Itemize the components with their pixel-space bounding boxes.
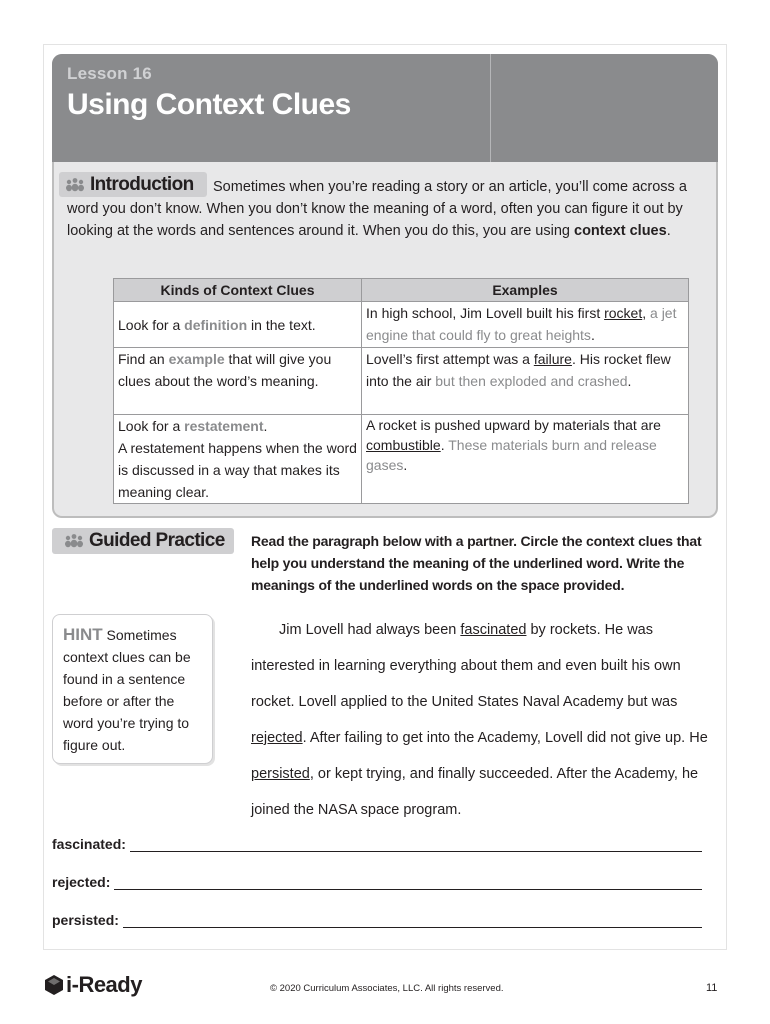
hint-label: HINT (63, 625, 103, 644)
introduction-text (67, 173, 687, 242)
kind-text: in the text. (247, 316, 316, 333)
copyright: © 2020 Curriculum Associates, LLC. All rights reserved. (270, 983, 504, 994)
kind-text: Find an (118, 351, 169, 367)
example-text: Lovell’s first attempt was a (366, 351, 534, 367)
hint-text: Sometimes context clues can be found in a sentence before or after the word you’re trying to figure out. (63, 627, 191, 753)
kind-text: A restatement happens when the word is discussed in a way that makes its meaning clear. (118, 440, 357, 500)
context-clues-table (113, 278, 689, 504)
table-header-examples: Examples (362, 279, 689, 302)
answer-label-fascinated: fascinated: (52, 836, 126, 852)
group-icon (64, 533, 84, 549)
kind-emphasis: restatement (184, 418, 264, 434)
example-text: In high school, Jim Lovell built his first (366, 305, 605, 321)
table-row (114, 302, 689, 348)
table-cell-kind (114, 415, 362, 504)
answer-persisted (52, 912, 702, 928)
table-row (114, 348, 689, 415)
brand-logo (44, 972, 142, 998)
brand-name: i-Ready (66, 972, 142, 997)
example-word: combustible (366, 437, 441, 453)
table-cell-example (362, 348, 689, 415)
example-text: . His rocket flew into the air (366, 351, 671, 389)
kind-text: Look for a (118, 418, 185, 434)
example-text: A rocket is pushed upward by materials that are (366, 417, 661, 433)
answer-rejected (52, 874, 702, 890)
table-cell-example (362, 302, 689, 348)
kind-text: . (263, 418, 268, 434)
example-text: . (590, 327, 595, 343)
example-clue: a jet engine that could fly to great heights (366, 305, 677, 343)
answer-line-fascinated[interactable] (130, 836, 702, 852)
guided-practice-instructions: Read the paragraph below with a partner. Circle the context clues that help you understand the meaning of the underlined word. Write the meanings of the underlined words on the space provided. (251, 533, 702, 593)
page-title: Using Context Clues (67, 88, 351, 121)
example-clue: These materials burn and release gases (366, 437, 657, 473)
passage-text: by rockets. He was interested in learning everything about them and even built his own rocket. Lovell applied to the United States Naval Academy but was (251, 622, 681, 710)
guided-practice-tag (52, 528, 234, 554)
table-header-kinds: Kinds of Context Clues (114, 279, 362, 302)
table-cell-kind (114, 348, 362, 415)
answer-line-rejected[interactable] (114, 874, 702, 890)
guided-practice-tag-label: Guided Practice (89, 530, 225, 551)
table-cell-example (362, 415, 689, 504)
kind-emphasis: example (168, 351, 225, 367)
example-clue: but then exploded and crashed (435, 373, 628, 389)
answer-label-persisted: persisted: (52, 912, 119, 928)
hint-box (52, 614, 213, 764)
underlined-word: fascinated (460, 622, 527, 638)
answer-label-rejected: rejected: (52, 874, 111, 890)
passage-text: . After failing to get into the Academy, Lovell did not give up. He (302, 730, 708, 746)
kind-emphasis: definition (184, 316, 248, 333)
kind-text: that will give you clues about the word’s meaning. (118, 351, 332, 389)
example-text: , (642, 305, 651, 321)
table-cell-kind (114, 302, 362, 348)
example-text: . (627, 373, 632, 389)
lesson-label: Lesson 16 (67, 64, 152, 83)
example-word: rocket (604, 305, 643, 321)
passage-paragraph (251, 612, 711, 828)
underlined-word: rejected (251, 730, 303, 746)
passage-text: , or kept trying, and finally succeeded. After the Academy, he joined the NASA space program. (251, 766, 699, 818)
intro-text-body: Sometimes when you’re reading a story or an article, you’ll come across a word you don’t know. When you don’t know the meaning of a word, often you can figure it out by looking at the words and sentences around it. When you do this, you are using (67, 179, 687, 239)
introduction-tag-label: Introduction (90, 173, 194, 195)
example-word: failure (533, 351, 572, 367)
intro-text-end: . (666, 223, 671, 239)
reading-passage (251, 612, 711, 828)
hexagon-logo-icon (44, 974, 64, 996)
example-text: . (403, 457, 408, 473)
table-row (114, 415, 689, 504)
table-header-row (114, 279, 689, 302)
answer-fascinated (52, 836, 702, 852)
underlined-word: persisted (251, 766, 310, 782)
example-text: . (440, 437, 449, 453)
answer-line-persisted[interactable] (123, 912, 702, 928)
intro-key-term: context clues (574, 223, 667, 239)
page-number: 11 (706, 982, 718, 994)
passage-text: Jim Lovell had always been (279, 622, 461, 638)
title-divider (490, 54, 491, 162)
kind-text: Look for a (118, 316, 185, 333)
